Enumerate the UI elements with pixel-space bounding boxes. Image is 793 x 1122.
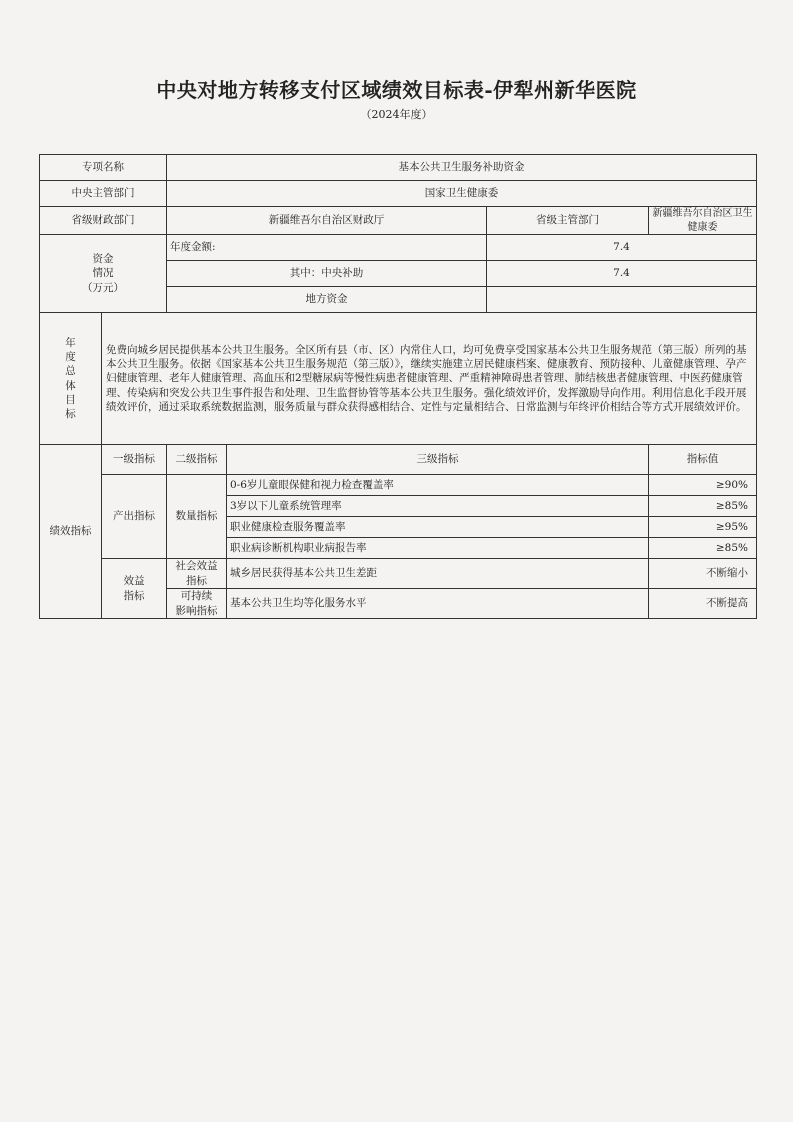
page-subtitle: （2024年度）: [360, 108, 433, 121]
funds-local-label: 地方资金: [167, 287, 487, 313]
goal-label-char: 目: [65, 393, 76, 406]
indicator-header-row: [40, 445, 757, 475]
funds-label-line2: 情况: [92, 267, 114, 280]
project-name-label: 专项名称: [40, 155, 167, 181]
funds-label: [40, 235, 167, 313]
funds-central-value: 7.4: [487, 261, 757, 287]
indicator-row: [40, 559, 757, 589]
indicator-value: 不断提高: [649, 589, 757, 619]
goal-label-char: 度: [65, 351, 76, 364]
goal-label: [40, 313, 102, 445]
funds-local-value: [487, 287, 757, 313]
page-title: 中央对地方转移支付区域绩效目标表-伊犁州新华医院: [156, 78, 637, 102]
funds-annual-label: 年度金额:: [167, 235, 487, 261]
indicator-value: 不断缩小: [649, 559, 757, 589]
benefit-label-line2: 指标: [123, 589, 145, 602]
goal-row: [40, 313, 757, 445]
central-dept-value: 国家卫生健康委: [167, 181, 757, 207]
output-label: 产出指标: [102, 475, 167, 559]
province-dept-label: 省级主管部门: [487, 207, 649, 235]
goal-label-char: 标: [65, 407, 76, 420]
project-name-value: 基本公共卫生服务补助资金: [167, 155, 757, 181]
province-dept-value: 新疆维吾尔自治区卫生健康委: [649, 207, 757, 235]
province-finance-label: 省级财政部门: [40, 207, 167, 235]
province-row: [40, 207, 757, 235]
benefit-label: [102, 559, 167, 619]
indicator-value: ≥90%: [649, 475, 757, 496]
indicator-value: ≥85%: [649, 496, 757, 517]
col-level1-header: 一级指标: [102, 445, 167, 475]
project-name-row: [40, 155, 757, 181]
goal-text: 免费向城乡居民提供基本公共卫生服务。全区所有县（市、区）内常住人口，均可免费享受国家基本公共卫生服务规范（第三版）所列的基本公共卫生服务。依据《国家基本公共卫生服务规范（第三版）》，继续实施建立居民健康档案、健康教育、预防接种、儿童健康管理、孕产妇健康管理、老年人健康管理、高血压和2型糖尿病等慢性病患者健康管理、严重精神障碍患者管理、肺结核患者健康管理、中医药健康管理、传染病和突发公共卫生事件报告和处理、卫生监督协管等基本公共卫生服务。强化绩效评价，发挥激励导向作用。利用信息化手段开展绩效评价，通过采取系统数据监测，服务质量与群众获得感相结合、定性与定量相结合、日常监测与年终评价相结合等方式开展绩效评价。: [102, 313, 757, 445]
central-dept-label: 中央主管部门: [40, 181, 167, 207]
sustain-label-line1: 可持续: [180, 590, 213, 603]
indicator-value: ≥85%: [649, 538, 757, 559]
social-benefit-label: [167, 559, 227, 589]
indicator-name: 职业病诊断机构职业病报告率: [227, 538, 649, 559]
goal-label-char: 年: [65, 336, 76, 349]
quantity-label: 数量指标: [167, 475, 227, 559]
social-label-line2: 指标: [186, 574, 207, 587]
indicator-name: 基本公共卫生均等化服务水平: [227, 589, 649, 619]
indicator-name: 城乡居民获得基本公共卫生差距: [227, 559, 649, 589]
social-label-line1: 社会效益: [175, 560, 218, 573]
col-level2-header: 二级指标: [167, 445, 227, 475]
performance-table: [39, 154, 757, 619]
funds-central-label: 其中：中央补助: [167, 261, 487, 287]
indicator-name: 3岁以下儿童系统管理率: [227, 496, 649, 517]
goal-label-char: 体: [65, 379, 76, 392]
funds-label-line1: 资金: [92, 253, 114, 266]
indicator-name: 职业健康检查服务覆盖率: [227, 517, 649, 538]
indicators-section-label: 绩效指标: [40, 445, 102, 619]
funds-label-line3: （万元）: [82, 281, 124, 294]
central-dept-row: [40, 181, 757, 207]
benefit-label-line1: 效益: [123, 575, 145, 588]
indicator-row: [40, 475, 757, 496]
indicator-value: ≥95%: [649, 517, 757, 538]
funds-annual-value: 7.4: [487, 235, 757, 261]
indicator-name: 0-6岁儿童眼保健和视力检查覆盖率: [227, 475, 649, 496]
col-level3-header: 三级指标: [227, 445, 649, 475]
province-finance-value: 新疆维吾尔自治区财政厅: [167, 207, 487, 235]
col-value-header: 指标值: [649, 445, 757, 475]
funds-annual-row: [40, 235, 757, 261]
sustain-label-line2: 影响指标: [175, 604, 218, 617]
goal-label-char: 总: [65, 365, 76, 378]
sustain-label: [167, 589, 227, 619]
